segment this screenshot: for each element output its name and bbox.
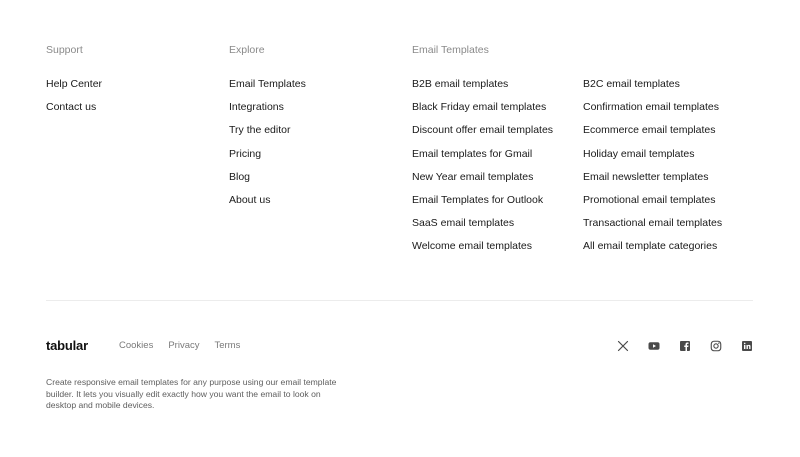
email-templates-heading: Email Templates: [412, 44, 489, 56]
link-help-center[interactable]: Help Center: [46, 78, 103, 90]
link-ecommerce-email-templates[interactable]: Ecommerce email templates: [583, 124, 716, 137]
email-templates-links: [412, 78, 762, 252]
tabular-logo[interactable]: tabular: [46, 338, 88, 353]
link-try-the-editor[interactable]: Try the editor: [229, 124, 291, 137]
link-email-newsletter-templates[interactable]: Email newsletter templates: [583, 170, 709, 183]
link-privacy[interactable]: Privacy: [168, 340, 200, 351]
link-email-templates[interactable]: Email Templates: [229, 78, 306, 90]
link-all-email-template-categories[interactable]: All email template categories: [583, 240, 718, 253]
social-links: [617, 339, 753, 353]
explore-column: [229, 44, 306, 217]
link-new-year-email-templates[interactable]: New Year email templates: [412, 170, 534, 183]
link-transactional-email-templates[interactable]: Transactional email templates: [583, 217, 723, 230]
link-about-us[interactable]: About us: [229, 193, 271, 206]
footer-divider: [46, 300, 753, 301]
support-heading: Support: [46, 44, 83, 56]
link-pricing[interactable]: Pricing: [229, 147, 262, 160]
link-email-templates-for-outlook[interactable]: Email Templates for Outlook: [412, 193, 544, 206]
linkedin-icon[interactable]: [741, 340, 753, 352]
footer-bottom-row: [46, 338, 753, 354]
support-links: [46, 78, 102, 113]
link-terms[interactable]: Terms: [214, 340, 241, 351]
link-integrations[interactable]: Integrations: [229, 101, 284, 114]
support-column: [46, 44, 102, 124]
link-b2c-email-templates[interactable]: B2C email templates: [583, 78, 680, 90]
instagram-icon[interactable]: [710, 340, 722, 352]
x-icon[interactable]: [617, 340, 629, 352]
link-blog[interactable]: Blog: [229, 170, 251, 183]
explore-heading: Explore: [229, 44, 265, 56]
link-email-templates-for-gmail[interactable]: Email templates for Gmail: [412, 147, 533, 160]
footer-description: Create responsive email templates for any purpose using our email template builder. It lets you visually edit exactly how you want the email to look on desktop and mobile devices.: [46, 377, 337, 411]
link-black-friday-email-templates[interactable]: Black Friday email templates: [412, 101, 547, 114]
link-cookies[interactable]: Cookies: [119, 340, 154, 351]
link-discount-offer-email-templates[interactable]: Discount offer email templates: [412, 124, 554, 137]
link-welcome-email-templates[interactable]: Welcome email templates: [412, 240, 533, 253]
link-contact-us[interactable]: Contact us: [46, 101, 97, 114]
link-saas-email-templates[interactable]: SaaS email templates: [412, 217, 515, 230]
link-confirmation-email-templates[interactable]: Confirmation email templates: [583, 101, 719, 114]
link-holiday-email-templates[interactable]: Holiday email templates: [583, 147, 695, 160]
link-b2b-email-templates[interactable]: B2B email templates: [412, 78, 509, 90]
youtube-icon[interactable]: [648, 340, 660, 352]
link-promotional-email-templates[interactable]: Promotional email templates: [583, 193, 716, 206]
explore-links: [229, 78, 306, 206]
legal-links: [119, 338, 240, 354]
email-templates-column: [412, 44, 762, 252]
facebook-icon[interactable]: [679, 340, 691, 352]
